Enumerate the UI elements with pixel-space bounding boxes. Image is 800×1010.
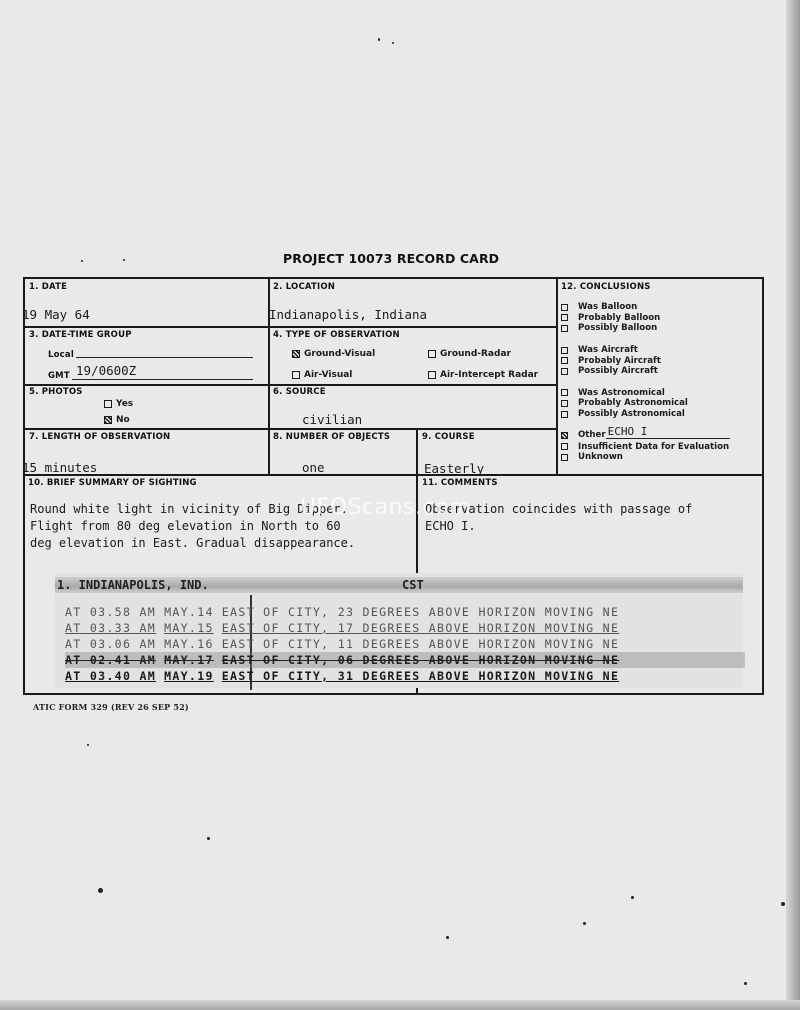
conclusion-probably-aircraft[interactable]: [561, 355, 730, 366]
conclusion-label: Possibly Aircraft: [578, 366, 658, 377]
source-value: civilian: [302, 412, 363, 427]
checkbox-checked-icon[interactable]: [561, 432, 568, 439]
clipping-row: [65, 604, 745, 620]
conclusion-possibly-balloon[interactable]: [561, 323, 730, 334]
summary-line: deg elevation in East. Gradual disappearance.: [30, 536, 356, 550]
pasted-clipping: [55, 573, 743, 688]
local-label: Local: [48, 350, 74, 360]
clipping-row: [65, 620, 745, 636]
conclusion-label: Was Astronomical: [578, 387, 665, 398]
divider: [24, 428, 557, 430]
scan-speck: [207, 837, 210, 840]
option-label: Air-Visual: [304, 370, 353, 380]
form-id: ATIC FORM 329 (REV 26 SEP 52): [33, 702, 189, 712]
scan-speck: [392, 42, 394, 44]
option-label: Air-Intercept Radar: [440, 370, 539, 380]
conclusions-label: 12. CONCLUSIONS: [561, 282, 651, 292]
scan-speck: [446, 936, 449, 939]
scan-speck: [81, 260, 83, 262]
conclusion-other[interactable]: [561, 425, 730, 441]
date-label: 1. DATE: [29, 282, 68, 292]
course-label: 9. COURSE: [422, 432, 475, 442]
gmt-label: GMT: [48, 371, 70, 381]
summary-line: Round white light in vicinity of Big Dipper.: [30, 502, 348, 516]
conclusion-label: Unknown: [578, 452, 623, 463]
row-date: MAY.19: [164, 669, 214, 683]
photos-label: 5. PHOTOS: [29, 387, 83, 397]
conclusion-label: Was Balloon: [578, 302, 638, 313]
scan-speck: [378, 38, 380, 41]
divider: [24, 474, 763, 476]
source-label: 6. SOURCE: [273, 387, 326, 397]
checkbox-icon[interactable]: [561, 357, 568, 364]
type-of-observation-label: 4. TYPE OF OBSERVATION: [273, 330, 400, 340]
conclusion-insufficient-data[interactable]: [561, 441, 730, 452]
conclusion-possibly-aircraft[interactable]: [561, 366, 730, 377]
summary-line: Flight from 80 deg elevation in North to 60: [30, 519, 341, 533]
comments-line: ECHO I.: [425, 519, 476, 533]
date-time-group-label: 3. DATE-TIME GROUP: [29, 330, 132, 340]
gmt-value: 19/0600Z: [76, 363, 137, 378]
row-date: MAY.15: [164, 621, 214, 635]
scan-speck: [631, 896, 634, 899]
conclusion-possibly-astronomical[interactable]: [561, 409, 730, 420]
divider: [24, 326, 557, 328]
conclusion-probably-astronomical[interactable]: [561, 398, 730, 409]
option-photos-yes[interactable]: [104, 399, 133, 409]
date-value: 19 May 64: [22, 307, 90, 322]
conclusion-label: Other: [578, 430, 606, 441]
option-ground-visual[interactable]: [292, 349, 375, 359]
other-value: ECHO I: [606, 425, 730, 439]
checkbox-icon[interactable]: [561, 347, 568, 354]
checkbox-icon[interactable]: [561, 411, 568, 418]
length-label: 7. LENGTH OF OBSERVATION: [29, 432, 171, 442]
page-edge-shadow-bottom: [0, 1000, 800, 1010]
checkbox-icon[interactable]: [561, 454, 568, 461]
row-text: EAST OF CITY, 11 DEGREES ABOVE HORIZON MOVING NE: [221, 637, 620, 651]
row-date: MAY.14: [164, 605, 214, 619]
conclusion-label: Insufficient Data for Evaluation: [578, 441, 730, 452]
option-air-visual[interactable]: [292, 370, 352, 380]
number-of-objects-value: one: [302, 460, 325, 475]
length-value: 15 minutes: [22, 460, 98, 475]
checkbox-checked-icon[interactable]: [292, 350, 300, 358]
conclusion-label: Probably Astronomical: [578, 398, 688, 409]
conclusion-unknown[interactable]: [561, 452, 730, 463]
row-time: AT 02.41 AM: [65, 653, 157, 667]
checkbox-icon[interactable]: [104, 400, 112, 408]
brief-summary-label: 10. BRIEF SUMMARY OF SIGHTING: [28, 478, 197, 488]
row-time: AT 03.58 AM: [65, 605, 157, 619]
scan-speck: [87, 744, 89, 746]
option-photos-no[interactable]: [104, 415, 130, 425]
clipping-place: 1. INDIANAPOLIS, IND.: [57, 578, 209, 592]
conclusions-list: [561, 302, 730, 463]
checkbox-icon[interactable]: [561, 304, 568, 311]
checkbox-icon[interactable]: [428, 350, 436, 358]
checkbox-icon[interactable]: [561, 443, 568, 450]
checkbox-icon[interactable]: [561, 389, 568, 396]
row-time: AT 03.06 AM: [65, 637, 157, 651]
local-input-line: [76, 357, 253, 358]
option-label: Ground-Visual: [304, 349, 376, 359]
conclusion-label: Was Aircraft: [578, 345, 638, 356]
conclusion-was-aircraft[interactable]: [561, 345, 730, 356]
card-title: PROJECT 10073 RECORD CARD: [283, 251, 500, 266]
checkbox-icon[interactable]: [561, 325, 568, 332]
checkbox-icon[interactable]: [561, 314, 568, 321]
option-ground-radar[interactable]: [428, 349, 511, 359]
row-time: AT 03.33 AM: [65, 621, 157, 635]
scan-speck: [123, 259, 125, 261]
comments-text: [425, 501, 755, 535]
clipping-header: [55, 577, 743, 593]
gmt-input-line: [72, 379, 253, 380]
number-of-objects-label: 8. NUMBER OF OBJECTS: [273, 432, 391, 442]
location-label: 2. LOCATION: [273, 282, 336, 292]
conclusion-label: Possibly Astronomical: [578, 409, 685, 420]
conclusion-label: Probably Aircraft: [578, 355, 661, 366]
clipping-timezone: CST: [402, 578, 424, 592]
course-value: Easterly: [424, 461, 485, 476]
comments-line: Observation coincides with passage of: [425, 502, 693, 516]
checkbox-icon[interactable]: [292, 371, 300, 379]
scan-speck: [98, 888, 103, 893]
conclusion-label: Probably Balloon: [578, 312, 661, 323]
divider: [24, 384, 557, 386]
watermark: UFOScans.com: [300, 495, 471, 520]
option-label: No: [116, 415, 130, 425]
checkbox-icon[interactable]: [561, 400, 568, 407]
clipping-row: [65, 636, 745, 652]
scan-speck: [744, 982, 747, 985]
option-air-intercept-radar[interactable]: [428, 370, 538, 380]
scan-speck: [781, 902, 785, 906]
option-label: Yes: [116, 399, 134, 409]
comments-label: 11. COMMENTS: [422, 478, 498, 488]
divider: [556, 278, 558, 475]
clipping-row: [65, 652, 745, 668]
row-date: MAY.17: [164, 653, 214, 667]
row-text: EAST OF CITY, 31 DEGREES ABOVE HORIZON MOVING NE: [221, 669, 620, 683]
checkbox-checked-icon[interactable]: [104, 416, 112, 424]
conclusion-label: Possibly Balloon: [578, 323, 658, 334]
option-label: Ground-Radar: [440, 349, 511, 359]
checkbox-icon[interactable]: [561, 368, 568, 375]
row-text: EAST OF CITY, 06 DEGREES ABOVE HORIZON MOVING NE: [221, 653, 620, 667]
checkbox-icon[interactable]: [428, 371, 436, 379]
conclusion-was-balloon[interactable]: [561, 302, 730, 313]
conclusion-was-astronomical[interactable]: [561, 388, 730, 399]
clipping-rows: [65, 604, 745, 684]
page-edge-shadow: [786, 0, 800, 1010]
row-text: EAST OF CITY, 23 DEGREES ABOVE HORIZON MOVING NE: [221, 605, 620, 619]
row-text: EAST OF CITY, 17 DEGREES ABOVE HORIZON MOVING NE: [221, 621, 620, 635]
row-time: AT 03.40 AM: [65, 669, 157, 683]
clipping-row: [65, 668, 745, 684]
conclusion-probably-balloon[interactable]: [561, 313, 730, 324]
scan-speck: [583, 922, 586, 925]
row-date: MAY.16: [164, 637, 214, 651]
location-value: Indianapolis, Indiana: [269, 307, 428, 322]
